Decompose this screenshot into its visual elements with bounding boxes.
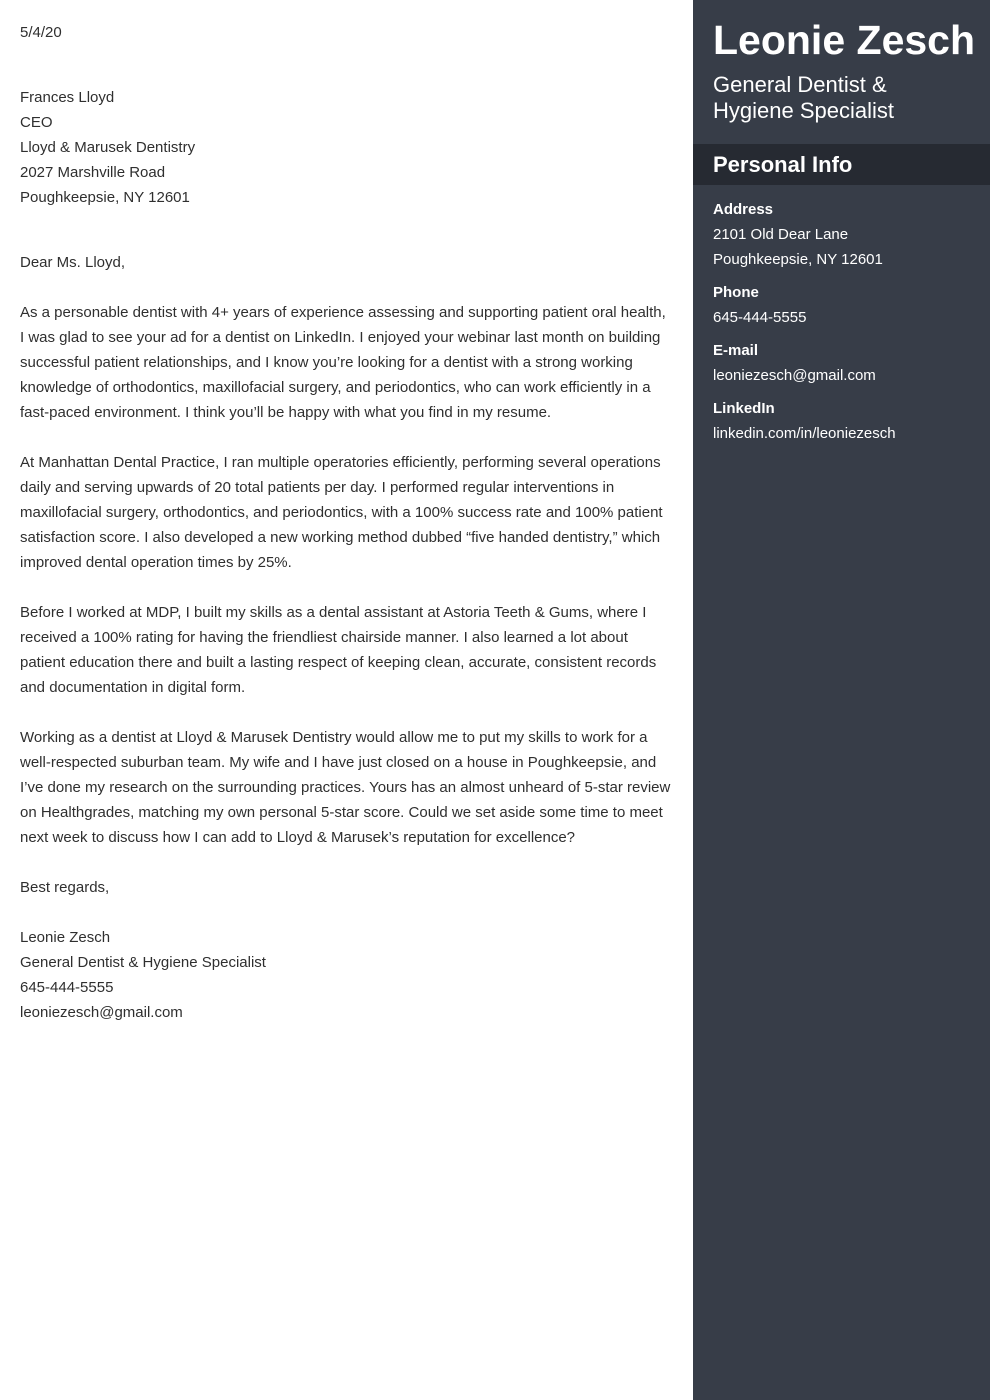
phone-block — [713, 280, 970, 330]
email-value: leoniezesch@gmail.com — [713, 367, 876, 384]
sidebar-header — [693, 0, 990, 144]
applicant-title-line-2: Hygiene Specialist — [713, 98, 894, 123]
phone-label: Phone — [713, 284, 759, 301]
signature-email: leoniezesch@gmail.com — [20, 1004, 183, 1021]
recipient-company: Lloyd & Marusek Dentistry — [20, 139, 196, 156]
recipient-street: 2027 Marshville Road — [20, 164, 166, 181]
signature-title: General Dentist & Hygiene Specialist — [20, 954, 266, 971]
signature-block — [20, 925, 673, 1025]
applicant-name: Leonie Zesch — [713, 17, 976, 63]
signature-phone: 645-444-5555 — [20, 979, 114, 996]
paragraph-intro: As a personable dentist with 4+ years of experience assessing and supporting patient oral health, I was glad to see your ad for a dentist on LinkedIn. I enjoyed your webinar last month on building successful patient relationships, and I know you’re looking for a dentist with a strong working knowledge of orthodontics, maxillofacial surgery, and periodontics, who can work efficiently in a fast-paced environment. I think you’ll be happy with what you find in my resume. — [20, 304, 666, 421]
address-line-1: 2101 Old Dear Lane — [713, 226, 849, 243]
personal-info-heading: Personal Info — [693, 144, 990, 185]
linkedin-value: linkedin.com/in/leoniezesch — [713, 425, 896, 442]
address-block — [713, 197, 970, 272]
paragraph-closing: Working as a dentist at Lloyd & Marusek Dentistry would allow me to put my skills to work for a well-respected suburban team. My wife and I have just closed on a house in Poughkeepsie, and I’ve done my research on the surrounding practices. Yours has an almost unheard of 5-star review on Healthgrades, matching my own personal 5-star score. Could we set aside some time to meet next week to discuss how I can add to Lloyd & Marusek’s reputation for excellence? — [20, 729, 671, 846]
personal-info — [693, 185, 990, 446]
phone-value: 645-444-5555 — [713, 309, 807, 326]
salutation: Dear Ms. Lloyd, — [20, 254, 126, 271]
recipient-name: Frances Lloyd — [20, 89, 115, 106]
address-label: Address — [713, 201, 774, 218]
recipient-block — [20, 85, 673, 210]
sidebar — [693, 0, 990, 1400]
linkedin-label: LinkedIn — [713, 400, 775, 417]
address-line-2: Poughkeepsie, NY 12601 — [713, 251, 883, 268]
email-label: E-mail — [713, 342, 759, 359]
applicant-title — [713, 72, 970, 124]
paragraph-background: Before I worked at MDP, I built my skills as a dental assistant at Astoria Teeth & Gums, where I received a 100% rating for having the friendliest chairside manner. I also learned a lot about patient education there and built a lasting respect of keeping clean, accurate, consistent records and documentation in digital form. — [20, 604, 657, 696]
paragraph-experience: At Manhattan Dental Practice, I ran multiple operatories efficiently, performing several operations daily and serving upwards of 20 total patients per day. I performed regular interventions in maxillofacial surgery, orthodontics, and periodontics, with a 100% success rate and 100% patient satisfaction score. I also developed a new working method dubbed “five handed dentistry,” which improved dental operation times by 25%. — [20, 454, 663, 571]
email-block — [713, 338, 970, 388]
applicant-title-line-1: General Dentist & — [713, 72, 887, 97]
closing-phrase: Best regards, — [20, 879, 110, 896]
recipient-title: CEO — [20, 114, 53, 131]
linkedin-block — [713, 396, 970, 446]
signature-name: Leonie Zesch — [20, 929, 111, 946]
letter-date: 5/4/20 — [20, 24, 62, 41]
recipient-city: Poughkeepsie, NY 12601 — [20, 189, 190, 206]
